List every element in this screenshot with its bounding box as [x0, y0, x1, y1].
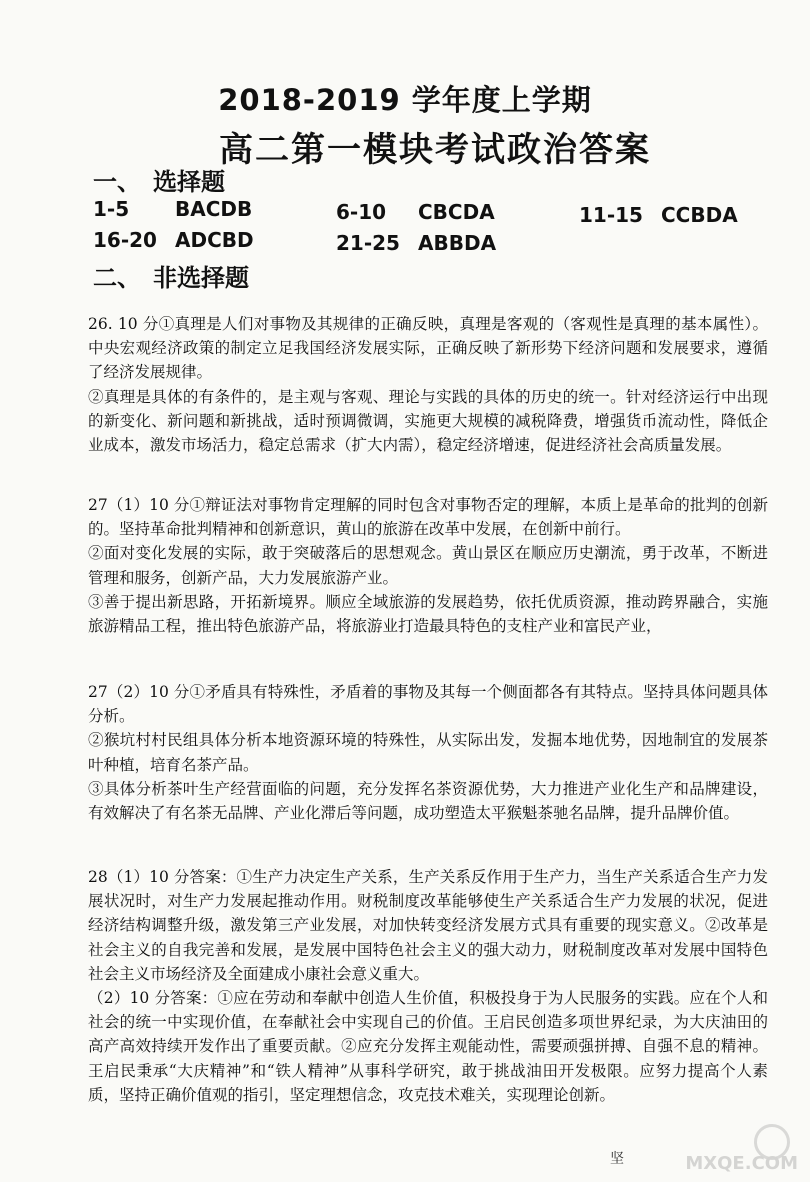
- exam-subject-title: 高二第一模块考试政治答案: [219, 130, 651, 170]
- mc-answer: ABBDA: [418, 231, 497, 255]
- mc-answer: BACDB: [175, 197, 253, 221]
- answer-paragraph: 27（1）10 分①辩证法对事物肯定理解的同时包含对事物否定的理解，本质上是革命的批判的创新的。坚持革命批判精神和创新意识，黄山的旅游在改革中发展，在创新中前行。: [88, 496, 768, 539]
- exam-year-title: 2018-2019 学年度上学期: [218, 83, 592, 117]
- answer-paragraph: 27（2）10 分①矛盾具有特殊性，矛盾着的事物及其每一个侧面都各有其特点。坚持具体问题具体分析。: [88, 683, 768, 726]
- mc-range: 11-15: [579, 203, 643, 227]
- mc-answer-group: [336, 231, 496, 255]
- answer-paragraph: ②真理是具体的有条件的，是主观与客观、理论与实践的具体的历史的统一。针对经济运行中出现的新变化、新问题和新挑战，适时预调微调，实施更大规模的减税降费，增强货币流动性，降低企业成本，激发市场活力，稳定总需求（扩大内需），稳定经济增速，促进经济社会高质量发展。: [88, 387, 768, 455]
- section-number: 一、: [93, 168, 141, 196]
- watermark-text: MXQE.COM: [685, 1153, 798, 1174]
- answer-paragraph: ③具体分析茶叶生产经营面临的问题，充分发挥名茶资源优势，大力推进产业化生产和品牌建设，有效解决了有名茶无品牌、产业化滞后等问题，成功塑造太平猴魁茶驰名品牌，提升品牌价值。: [88, 779, 768, 823]
- mc-range: 21-25: [336, 231, 400, 255]
- site-watermark-logo: [648, 1124, 798, 1174]
- mc-answer-group: [579, 203, 738, 227]
- mc-answer: CBCDA: [418, 200, 495, 224]
- mc-range: 1-5: [93, 197, 130, 221]
- mc-answer: ADCBD: [175, 228, 254, 252]
- mc-answer-group: [93, 228, 254, 252]
- section-essay-heading: [93, 258, 249, 293]
- page-footer-fragment: 坚: [610, 1151, 624, 1167]
- question-27-2-answer: [88, 680, 768, 825]
- section-multiple-choice-heading: [93, 162, 225, 197]
- answer-paragraph: 26. 10 分①真理是人们对事物及其规律的正确反映，真理是客观的（客观性是真理的基本属性）。中央宏观经济政策的制定立足我国经济发展实际，正确反映了新形势下经济问题和发展要求，遵循了经济发展规律。: [88, 315, 768, 382]
- answer-paragraph: ②猴坑村村民组具体分析本地资源环境的特殊性，从实际出发，发掘本地优势，因地制宜的发展茶叶种植，培育名茶产品。: [88, 731, 768, 774]
- answer-paragraph: ③善于提出新思路，开拓新境界。顺应全域旅游的发展趋势，依托优质资源，推动跨界融合，实施旅游精品工程，推出特色旅游产品，将旅游业打造最具特色的支柱产业和富民产业，: [88, 592, 768, 636]
- section-title: 选择题: [153, 168, 225, 196]
- question-28-answer: [88, 865, 768, 1107]
- mc-answer: CCBDA: [661, 203, 738, 227]
- answer-paragraph: 28（1）10 分答案：①生产力决定生产关系，生产关系反作用于生产力，当生产关系适合生产力发展状况时，对生产力发展起推动作用。财税制度改革能够使生产关系适合生产力发展的状况，促进经济结构调整升级，激发第三产业发展，对加快转变经济发展方式具有重要的现实意义。②改革是社会主义的自我完善和发展，是发展中国特色社会主义的强大动力，财税制度改革对发展中国特色社会主义市场经济及全面建成小康社会意义重大。: [88, 868, 768, 983]
- mc-range: 16-20: [93, 228, 157, 252]
- answer-paragraph: ②面对变化发展的实际，敢于突破落后的思想观念。黄山景区在顺应历史潮流，勇于改革，不断进管理和服务，创新产品，大力发展旅游产业。: [88, 544, 768, 587]
- section-title: 非选择题: [153, 264, 249, 292]
- answer-paragraph: （2）10 分答案：①应在劳动和奉献中创造人生价值，积极投身于为人民服务的实践。应在个人和社会的统一中实现价值，在奉献社会中实现自己的价值。王启民创造多项世界纪录，为大庆油田的高产高效持续开发作出了重要贡献。②应充分发挥主观能动性，需要顽强拼搏、自强不息的精神。王启民秉承“大庆精神”和“铁人精神”从事科学研究，敢于挑战油田开发极限。应努力提高个人素质，坚持正确价值观的指引，坚定理想信念，攻克技术难关，实现理论创新。: [88, 989, 768, 1104]
- mc-answer-group: [336, 200, 495, 224]
- mc-answer-group: [93, 197, 252, 221]
- question-27-1-answer: [88, 493, 768, 638]
- section-number: 二、: [93, 264, 141, 292]
- question-26-answer: [88, 312, 768, 457]
- mc-range: 6-10: [336, 200, 387, 224]
